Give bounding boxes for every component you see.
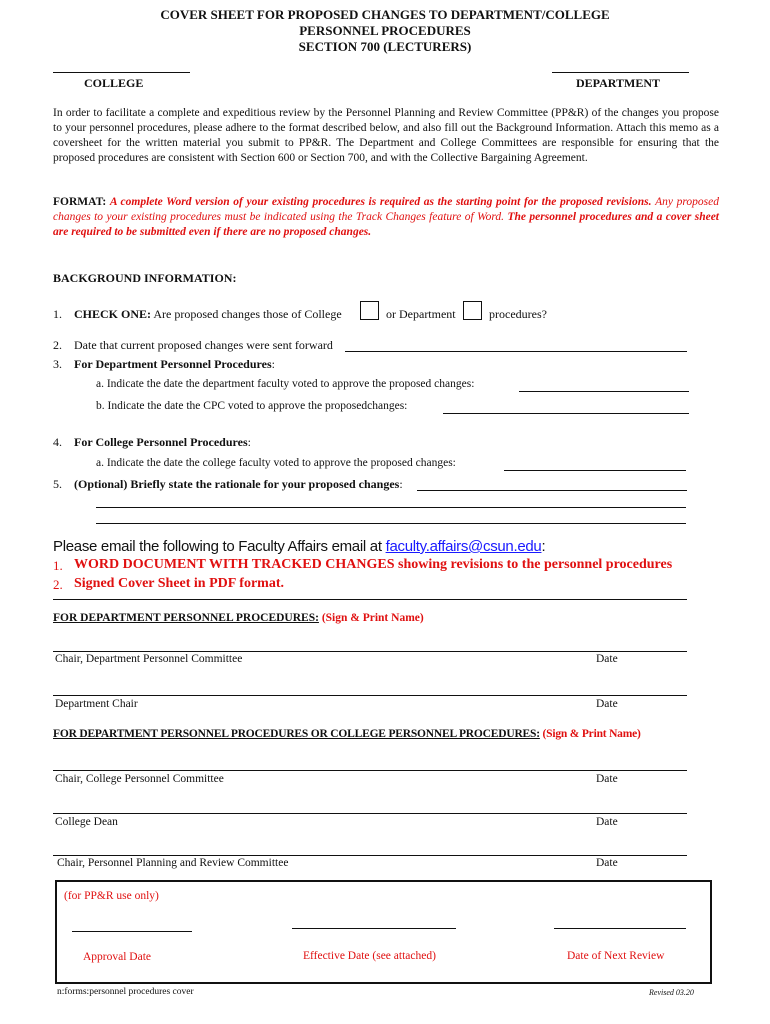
q4-colon: : — [247, 435, 251, 449]
q5-heading — [74, 477, 403, 492]
date-label-3: Date — [596, 773, 618, 785]
signature-line-ppr-chair[interactable] — [53, 855, 687, 856]
q3-label: For Department Personnel Procedures — [74, 357, 272, 371]
sig-ppr-chair-label: Chair, Personnel Planning and Review Committee — [57, 857, 289, 869]
effective-date-line[interactable] — [292, 928, 456, 929]
email-item-2: Signed Cover Sheet in PDF format. — [74, 576, 284, 591]
q3b-date-field[interactable] — [443, 413, 689, 414]
q4a-text: a. Indicate the date the college faculty voted to approve the proposed changes: — [96, 457, 456, 469]
q1-text — [74, 307, 342, 322]
sig-college-dean-label: College Dean — [55, 816, 118, 828]
college-blank[interactable] — [53, 72, 190, 73]
q4a-date-field[interactable] — [504, 470, 686, 471]
q3-colon: : — [271, 357, 275, 371]
q4-number: 4. — [53, 435, 62, 449]
q3-number: 3. — [53, 357, 62, 371]
both-sign-note: (Sign & Print Name) — [542, 728, 641, 740]
q3b-text: b. Indicate the date the CPC voted to approve the proposedchanges: — [96, 400, 408, 412]
q1-end: procedures? — [489, 307, 547, 321]
signature-line-dept-committee[interactable] — [53, 651, 687, 652]
title-line-1: COVER SHEET FOR PROPOSED CHANGES TO DEPARTMENT/COLLEGE — [160, 7, 610, 22]
email-item-2-number: 2. — [53, 577, 63, 592]
signature-line-college-dean[interactable] — [53, 813, 687, 814]
effective-date-label: Effective Date (see attached) — [303, 950, 436, 962]
email-item-1: WORD DOCUMENT WITH TRACKED CHANGES showing revisions to the personnel procedures — [74, 557, 673, 572]
intro-paragraph: In order to facilitate a complete and expeditious review by the Personnel Planning and Review Committee (PP&R) of the changes you propose to your personnel procedures, please adhere to the format described below, and also fill out the Background Information. Attach this memo as a coversheet for the written material you submit to PP&R. The Department and College Committees are responsible for ensuring that the proposed procedures are consistent with Section 600 or Section 700, and with the Collective Bargaining Agreement. — [53, 107, 719, 164]
department-label: DEPARTMENT — [576, 76, 661, 90]
q5-colon: : — [399, 477, 403, 491]
signature-line-college-committee[interactable] — [53, 770, 687, 771]
next-review-line[interactable] — [554, 928, 686, 929]
sig-dept-committee-label: Chair, Department Personnel Committee — [55, 653, 243, 665]
date-label-1: Date — [596, 653, 618, 665]
q3a-date-field[interactable] — [519, 391, 689, 392]
signature-line-dept-chair[interactable] — [53, 695, 687, 696]
college-checkbox[interactable] — [360, 301, 379, 320]
q2-text: Date that current proposed changes were sent forward — [74, 338, 333, 352]
dept-sign-note: (Sign & Print Name) — [321, 612, 424, 624]
q1-number: 1. — [53, 307, 62, 321]
dept-signature-heading — [53, 612, 424, 624]
email-text: Please email the following to Faculty Affairs email at — [53, 538, 382, 555]
q5-rationale-line-2[interactable] — [96, 507, 686, 508]
email-item-1-number: 1. — [53, 558, 63, 573]
q5-rationale-line-1[interactable] — [417, 490, 687, 491]
format-label: FORMAT: — [53, 196, 107, 208]
q2-number: 2. — [53, 338, 62, 352]
q5-number: 5. — [53, 477, 62, 491]
title-line-3: SECTION 700 (LECTURERS) — [298, 39, 472, 54]
footer-revised: Revised 03.20 — [649, 988, 694, 997]
q5-rationale-line-3[interactable] — [96, 523, 686, 524]
footer-file-path: n:forms:personnel procedures cover — [57, 987, 194, 997]
ppr-use-label: (for PP&R use only) — [64, 890, 159, 902]
divider — [53, 599, 687, 600]
next-review-label: Date of Next Review — [567, 950, 665, 962]
sig-dept-chair-label: Department Chair — [55, 698, 138, 710]
q3-heading — [74, 357, 275, 372]
format-required-text: A complete Word version of your existing procedures is required as the starting point for the proposed revisions. — [109, 196, 652, 208]
email-colon: : — [541, 538, 546, 555]
background-heading: BACKGROUND INFORMATION: — [53, 271, 237, 285]
q1-label: CHECK ONE: — [74, 307, 152, 321]
approval-date-label: Approval Date — [83, 951, 152, 963]
approval-date-line[interactable] — [72, 931, 192, 932]
q4-heading — [74, 435, 251, 450]
date-label-2: Date — [596, 698, 618, 710]
format-track-changes-text: Any proposed changes to your existing procedures must be indicated using the Track Changes feature of Word. — [53, 196, 720, 223]
format-paragraph — [53, 195, 719, 240]
q1-question: Are proposed changes those of College — [153, 307, 342, 321]
dept-heading-text: FOR DEPARTMENT PERSONNEL PROCEDURES: — [53, 612, 319, 624]
q5-label: (Optional) Briefly state the rationale for your proposed changes — [74, 477, 400, 491]
email-link[interactable]: faculty.affairs@csun.edu — [385, 538, 542, 555]
date-label-5: Date — [596, 857, 618, 869]
q3a-text: a. Indicate the date the department faculty voted to approve the proposed changes: — [96, 378, 475, 390]
date-label-4: Date — [596, 816, 618, 828]
both-signature-heading — [53, 728, 641, 740]
format-cover-sheet-text: The personnel procedures and a cover sheet are required to be submitted even if there are no proposed changes. — [53, 211, 719, 238]
q4-label: For College Personnel Procedures — [74, 435, 248, 449]
both-heading-text: FOR DEPARTMENT PERSONNEL PROCEDURES OR COLLEGE PERSONNEL PROCEDURES: — [53, 728, 540, 740]
department-blank[interactable] — [552, 72, 689, 73]
email-instruction — [53, 538, 545, 555]
college-label: COLLEGE — [84, 76, 144, 90]
department-checkbox[interactable] — [463, 301, 482, 320]
sig-college-committee-label: Chair, College Personnel Committee — [55, 773, 224, 785]
q2-date-field[interactable] — [345, 351, 687, 352]
q1-or-department: or Department — [386, 307, 456, 321]
title-line-2: PERSONNEL PROCEDURES — [299, 23, 471, 38]
